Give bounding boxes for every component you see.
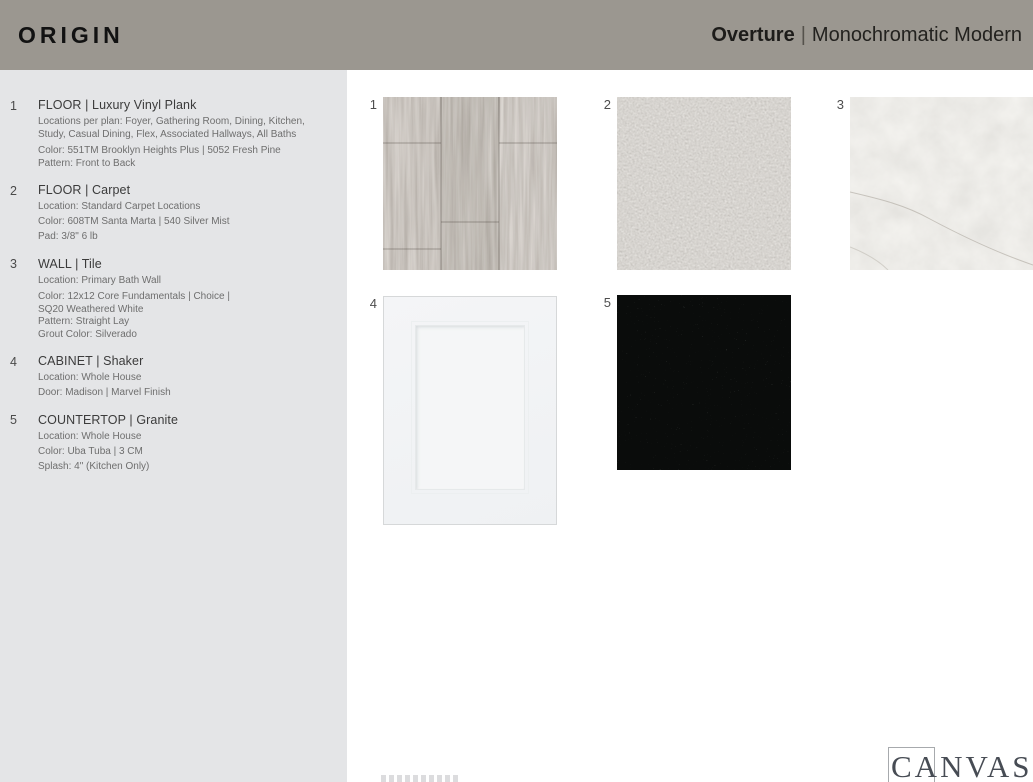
title-separator: | [800, 23, 806, 46]
swatch-number: 5 [603, 295, 611, 310]
canvas-logo-text: CANVAS [891, 749, 1033, 782]
selection-item-wall-tile [10, 257, 337, 342]
item-number: 1 [10, 98, 17, 113]
item-detail-line: Color: 551TM Brooklyn Heights Plus | 5052 Fresh Pine [38, 145, 281, 156]
item-detail-line: Pattern: Front to Back [38, 157, 136, 169]
swatch-vinyl-plank [369, 97, 557, 270]
item-number: 3 [10, 257, 17, 271]
item-detail-line: Door: Madison | Marvel Finish [38, 387, 171, 398]
cabinet-door-swatch-image [383, 296, 557, 525]
wall-tile-swatch-image [850, 97, 1033, 270]
selection-item-cabinet [10, 354, 337, 400]
item-detail-line: Pad: 3/8" 6 lb [38, 231, 98, 242]
item-detail-line: Grout Color: Silverado [38, 328, 137, 340]
swatch-wall-tile [836, 97, 1033, 270]
selection-item-countertop [10, 413, 337, 474]
swatch-granite [603, 295, 791, 470]
swatch-number: 1 [369, 97, 377, 112]
item-detail-line: Color: 608TM Santa Marta | 540 Silver Mist [38, 216, 230, 227]
selections-panel [0, 70, 347, 782]
item-detail-line: Splash: 4" (Kitchen Only) [38, 460, 150, 472]
item-number: 5 [10, 413, 17, 427]
selection-item-vinyl-plank [10, 98, 337, 170]
canvas-logo [888, 745, 1033, 782]
cabinet-door-panel [415, 325, 525, 490]
swatch-number: 4 [369, 296, 377, 311]
brand-logo: ORIGIN [18, 21, 124, 48]
item-detail-line: Color: 12x12 Core Fundamentals | Choice | [38, 291, 230, 302]
item-detail-line: Color: Uba Tuba | 3 CM [38, 445, 143, 457]
clipped-text-fragment [381, 775, 459, 782]
item-detail-line: Location: Whole House [38, 372, 142, 383]
item-detail-line: Locations per plan: Foyer, Gathering Room, Dining, Kitchen, Study, Casual Dining, Flex, Associated Hallways, All Baths [38, 116, 305, 140]
item-title: WALL | Tile [38, 256, 102, 271]
item-title: COUNTERTOP | Granite [38, 412, 179, 427]
board-title [711, 24, 1022, 47]
item-number: 4 [10, 354, 17, 369]
swatch-number: 2 [603, 97, 611, 112]
item-title: CABINET | Shaker [38, 354, 144, 368]
item-detail-line: SQ20 Weathered White [38, 303, 144, 315]
style-name: Monochromatic Modern [811, 23, 1022, 46]
item-detail-line: Location: Standard Carpet Locations [38, 201, 201, 212]
selection-item-carpet [10, 183, 337, 244]
collection-name: Overture [711, 23, 795, 46]
item-title: FLOOR | Luxury Vinyl Plank [38, 98, 197, 112]
item-detail-line: Pattern: Straight Lay [38, 316, 130, 327]
item-detail-line: Location: Primary Bath Wall [38, 274, 162, 286]
granite-swatch-image [617, 295, 791, 470]
item-title: FLOOR | Carpet [38, 183, 131, 197]
carpet-swatch-image [617, 97, 791, 270]
swatch-number: 3 [836, 97, 844, 112]
vinyl-plank-swatch-image [383, 97, 557, 270]
item-number: 2 [10, 183, 17, 198]
swatch-carpet [603, 97, 791, 270]
item-detail-line: Location: Whole House [38, 430, 142, 442]
header-bar [0, 0, 1033, 70]
swatch-cabinet-door [369, 296, 557, 525]
